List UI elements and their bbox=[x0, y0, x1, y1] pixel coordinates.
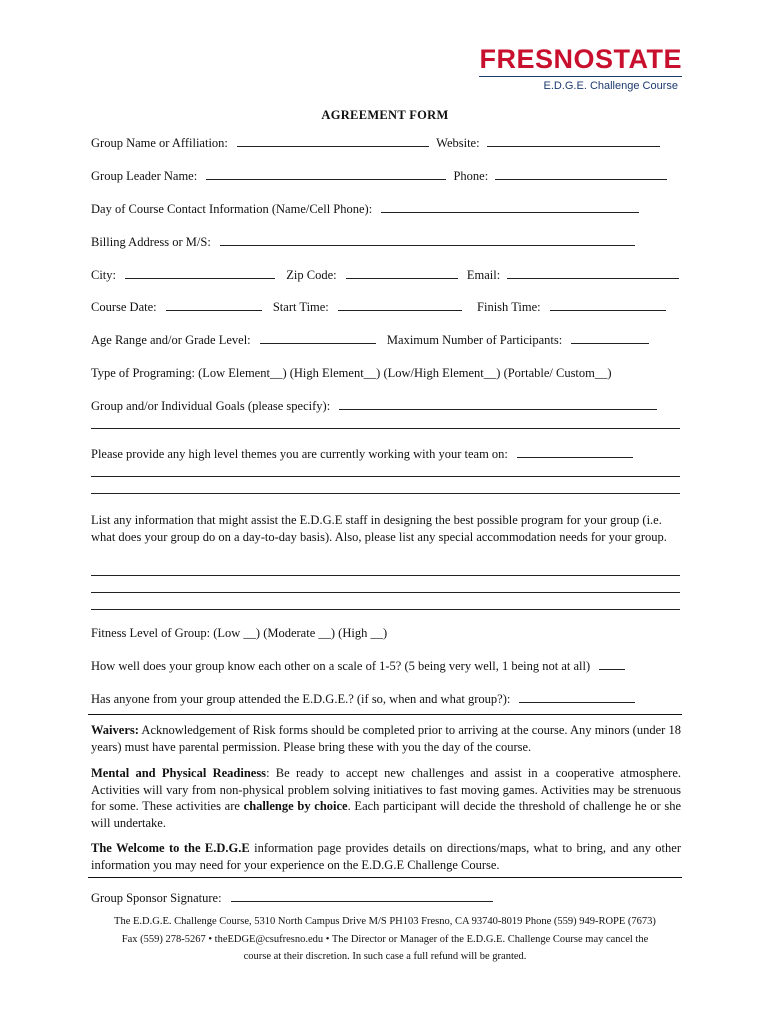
row-leader bbox=[91, 168, 667, 184]
group-name-label: Group Name or Affiliation: bbox=[91, 136, 228, 150]
row-group-name bbox=[91, 135, 660, 151]
course-date-field[interactable] bbox=[166, 299, 262, 311]
welcome-notice bbox=[91, 840, 681, 873]
row-course-date bbox=[91, 299, 666, 315]
waivers-label: Waivers: bbox=[91, 723, 139, 737]
readiness-text-1: : Be ready to accept new challenges and assist in a cooperative atmosphere. Activities will vary from non-physical problem solving initiatives to fast moving games. Activities may be strenuous for some. These activities are bbox=[91, 766, 681, 813]
goals-line[interactable] bbox=[91, 428, 680, 429]
waivers-text: Acknowledgement of Risk forms should be completed prior to arriving at the course. Any minors (under 18 years) must have parental permission. Please bring these with you the day of the course. bbox=[91, 723, 681, 754]
waivers-notice bbox=[91, 722, 681, 755]
goals-label: Group and/or Individual Goals (please specify): bbox=[91, 399, 331, 413]
age-range-field[interactable] bbox=[260, 332, 376, 344]
attended-label: Has anyone from your group attended the E.D.G.E.? (if so, when and what group?): bbox=[91, 692, 511, 706]
zip-field[interactable] bbox=[346, 267, 458, 279]
fresno-state-logo bbox=[479, 44, 682, 92]
max-participants-field[interactable] bbox=[571, 332, 649, 344]
row-scale bbox=[91, 658, 625, 674]
themes-label: Please provide any high level themes you are currently working with your team on: bbox=[91, 447, 508, 461]
city-label: City: bbox=[91, 268, 117, 282]
course-date-label: Course Date: bbox=[91, 300, 157, 314]
row-signature bbox=[91, 890, 493, 906]
assist-line-3[interactable] bbox=[91, 609, 680, 610]
themes-field[interactable] bbox=[517, 446, 633, 458]
city-field[interactable] bbox=[125, 267, 275, 279]
themes-line-1[interactable] bbox=[91, 476, 680, 477]
website-label: Website: bbox=[436, 136, 480, 150]
attended-field[interactable] bbox=[519, 691, 635, 703]
readiness-text-2: . Each participant will decide the threshold of challenge he or she will undertake. bbox=[91, 799, 681, 830]
start-time-field[interactable] bbox=[338, 299, 462, 311]
scale-label: How well does your group know each other on a scale of 1-5? (5 being very well, 1 being not at all) bbox=[91, 659, 591, 673]
divider-top bbox=[88, 714, 682, 715]
contact-info-label: Day of Course Contact Information (Name/Cell Phone): bbox=[91, 202, 373, 216]
contact-info-field[interactable] bbox=[381, 201, 639, 213]
page-title: AGREEMENT FORM bbox=[321, 108, 449, 122]
billing-field[interactable] bbox=[220, 234, 635, 246]
billing-label: Billing Address or M/S: bbox=[91, 235, 211, 249]
footer-contact: Fax (559) 278-5267 • theEDGE@csufresno.edu • The Director or Manager of the E.D.G.E. Challenge Course may cancel the bbox=[121, 934, 649, 945]
finish-time-label: Finish Time: bbox=[477, 300, 541, 314]
challenge-by-choice: challenge by choice bbox=[243, 799, 348, 813]
assist-line-1[interactable] bbox=[91, 575, 680, 576]
footer-refund: course at their discretion. In such case a full refund will be granted. bbox=[243, 951, 527, 962]
assist-info-label: List any information that might assist the E.D.G.E staff in designing the best possible program for your group (i.e. what does your group do on a day-to-day basis). Also, please list any special accommodation needs for your group. bbox=[91, 513, 667, 544]
row-city bbox=[91, 267, 679, 283]
logo-rule bbox=[479, 76, 682, 77]
phone-field[interactable] bbox=[495, 168, 667, 180]
programing-type[interactable]: Type of Programing: (Low Element__) (High Element__) (Low/High Element__) (Portable/ Custom__) bbox=[91, 366, 612, 380]
row-age-range bbox=[91, 332, 649, 348]
readiness-notice bbox=[91, 765, 681, 831]
row-themes bbox=[91, 446, 633, 462]
website-field[interactable] bbox=[487, 135, 660, 147]
row-billing bbox=[91, 234, 635, 250]
sponsor-signature-field[interactable] bbox=[231, 890, 493, 902]
row-contact bbox=[91, 201, 639, 217]
zip-label: Zip Code: bbox=[286, 268, 337, 282]
email-field[interactable] bbox=[507, 267, 679, 279]
age-range-label: Age Range and/or Grade Level: bbox=[91, 333, 251, 347]
assist-line-2[interactable] bbox=[91, 592, 680, 593]
footer-address: The E.D.G.E. Challenge Course, 5310 North Campus Drive M/S PH103 Fresno, CA 93740-8019 Phone (559) 949-ROPE (7673) bbox=[114, 916, 656, 927]
row-attended bbox=[91, 691, 635, 707]
leader-name-field[interactable] bbox=[206, 168, 446, 180]
themes-line-2[interactable] bbox=[91, 493, 680, 494]
welcome-text: information page provides details on directions/maps, what to bring, and any other information you may need for your experience on the E.D.G.E Challenge Course. bbox=[91, 841, 681, 872]
scale-field[interactable] bbox=[599, 658, 625, 670]
finish-time-field[interactable] bbox=[550, 299, 666, 311]
max-participants-label: Maximum Number of Participants: bbox=[386, 333, 563, 347]
leader-name-label: Group Leader Name: bbox=[91, 169, 198, 183]
readiness-label: Mental and Physical Readiness bbox=[91, 766, 267, 780]
welcome-label: The Welcome to the E.D.G.E bbox=[91, 841, 250, 855]
logo-wordmark: FRESNOSTATE bbox=[479, 44, 682, 74]
goals-field[interactable] bbox=[339, 398, 657, 410]
row-goals bbox=[91, 398, 657, 414]
divider-bottom bbox=[88, 877, 682, 878]
email-label: Email: bbox=[466, 268, 501, 282]
start-time-label: Start Time: bbox=[272, 300, 329, 314]
logo-subtitle: E.D.G.E. Challenge Course bbox=[543, 80, 678, 92]
fitness-level[interactable]: Fitness Level of Group: (Low __) (Moderate __) (High __) bbox=[91, 626, 388, 640]
group-name-field[interactable] bbox=[237, 135, 429, 147]
phone-label: Phone: bbox=[453, 169, 489, 183]
sponsor-signature-label: Group Sponsor Signature: bbox=[91, 891, 222, 905]
